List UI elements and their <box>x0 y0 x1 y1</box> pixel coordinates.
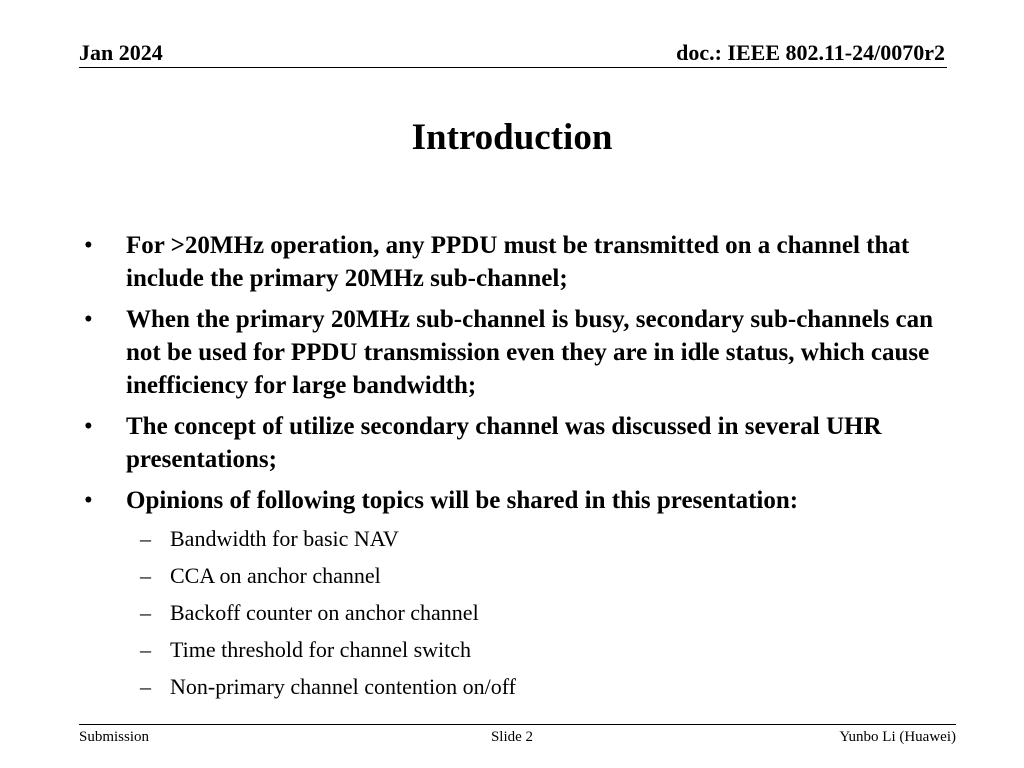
sub-item <box>80 673 950 701</box>
sub-item-list <box>80 525 950 701</box>
bullet-text: Opinions of following topics will be shared in this presentation: <box>126 487 799 514</box>
bullet-text: For >20MHz operation, any PPDU must be transmitted on a channel that include the primary 20MHz sub-channel; <box>126 232 910 292</box>
dash-icon: – <box>140 563 151 588</box>
sub-item-text: Bandwidth for basic NAV <box>170 526 399 551</box>
sub-item-text: Non-primary channel contention on/off <box>170 674 516 699</box>
bullet-list <box>80 229 950 517</box>
dash-icon: – <box>140 526 151 551</box>
slide-title: Introduction <box>411 117 613 158</box>
header-doc-id: doc.: IEEE 802.11-24/0070r2 <box>676 40 945 65</box>
bullet-icon: • <box>84 232 93 259</box>
footer-submission: Submission <box>79 729 150 745</box>
bullet-item <box>80 229 950 295</box>
header-date: Jan 2024 <box>79 40 163 65</box>
bullet-icon: • <box>84 413 93 440</box>
sub-item <box>80 525 950 553</box>
bullet-item <box>80 410 950 476</box>
header-divider <box>79 67 947 68</box>
footer-author: Yunbo Li (Huawei) <box>839 729 956 745</box>
bullet-text: The concept of utilize secondary channel was discussed in several UHR presentations; <box>126 413 882 473</box>
slide-body <box>80 229 950 710</box>
footer-slide-number: Slide 2 <box>490 729 534 745</box>
sub-item-text: CCA on anchor channel <box>170 563 381 588</box>
sub-item-text: Backoff counter on anchor channel <box>170 600 479 625</box>
bullet-item <box>80 484 950 517</box>
sub-item-text: Time threshold for channel switch <box>170 637 472 662</box>
sub-item <box>80 562 950 590</box>
dash-icon: – <box>140 637 151 662</box>
bullet-icon: • <box>84 306 93 333</box>
dash-icon: – <box>140 674 151 699</box>
bullet-icon: • <box>84 487 93 514</box>
bullet-text: When the primary 20MHz sub-channel is busy, secondary sub-channels can not be used for PPDU transmission even they are in idle status, which cause inefficiency for large bandwidth; <box>126 306 934 399</box>
footer-divider <box>79 724 956 725</box>
dash-icon: – <box>140 600 151 625</box>
sub-item <box>80 636 950 664</box>
sub-item <box>80 599 950 627</box>
bullet-item <box>80 303 950 402</box>
